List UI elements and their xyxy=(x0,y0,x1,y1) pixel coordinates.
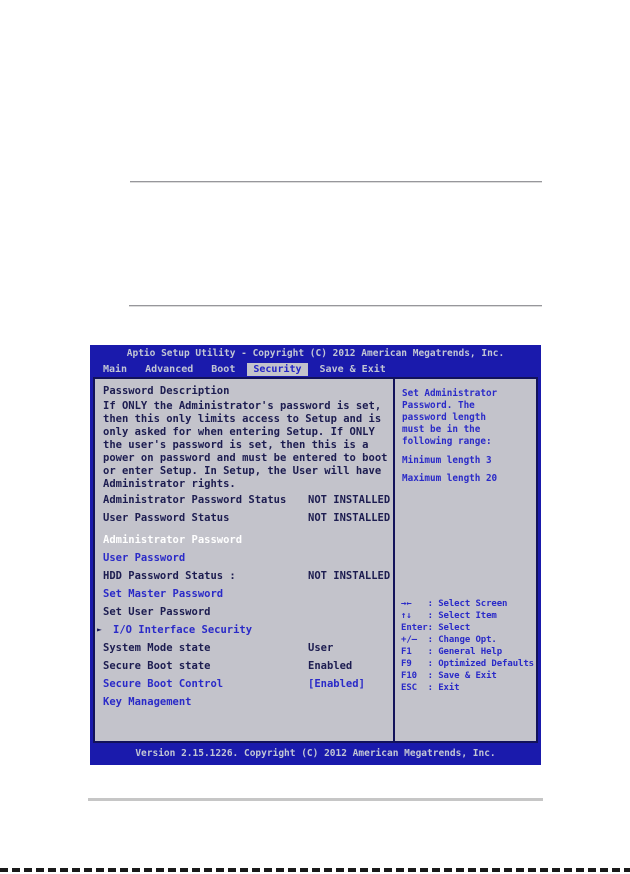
description-line: If ONLY the Administrator's password is set, xyxy=(103,400,382,412)
bios-body xyxy=(93,377,538,743)
help-text-line: Password. The xyxy=(402,400,475,411)
help-text-line: must be in the xyxy=(402,424,481,435)
help-range-line: Maximum length 20 xyxy=(402,473,498,484)
description-line: the user's password is set, then this is a xyxy=(103,439,369,451)
item-label: Administrator Password xyxy=(103,534,243,546)
key-hint-change-opt: +/— : Change Opt. xyxy=(401,635,497,645)
item-set-master-password[interactable] xyxy=(103,585,393,603)
item-system-mode-state xyxy=(103,639,393,657)
item-set-user-password[interactable] xyxy=(103,603,393,621)
item-value: User xyxy=(308,642,334,654)
bios-version-bar: Version 2.15.1226. Copyright (C) 2012 American Megatrends, Inc. xyxy=(135,748,496,759)
bios-menu-bar xyxy=(93,361,538,377)
tab-save-exit[interactable]: Save & Exit xyxy=(319,363,386,375)
item-hdd-password-status xyxy=(103,567,393,585)
help-panel xyxy=(395,379,536,741)
help-range xyxy=(402,452,534,488)
description-line: or enter Setup. In Setup, the User will have xyxy=(103,465,382,477)
tab-advanced[interactable]: Advanced xyxy=(145,363,194,375)
description-line: then this only limits access to Setup and is xyxy=(103,413,382,425)
item-label: Secure Boot state xyxy=(103,660,211,672)
key-hint-general-help: F1 : General Help xyxy=(401,647,503,657)
item-secure-boot-control[interactable] xyxy=(103,675,393,693)
item-label: Key Management xyxy=(103,696,192,708)
item-user-password[interactable] xyxy=(103,549,393,567)
description-line: power on password and must be entered to boot xyxy=(103,452,388,464)
item-user-password-status xyxy=(103,509,393,527)
password-description-text xyxy=(103,400,393,491)
item-label: User Password Status xyxy=(103,512,230,524)
key-hint-optimized-defaults: F9 : Optimized Defaults xyxy=(401,659,534,669)
bios-title: Aptio Setup Utility - Copyright (C) 2012 American Megatrends, Inc. xyxy=(126,348,505,359)
item-label: I/O Interface Security xyxy=(113,624,253,636)
description-line: only asked for when entering Setup. If ONLY xyxy=(103,426,375,438)
help-range-line: Minimum length 3 xyxy=(402,455,492,466)
page-divider-middle xyxy=(129,305,542,306)
item-administrator-password-status xyxy=(103,491,393,509)
item-label: System Mode state xyxy=(103,642,211,654)
page-divider-bottom xyxy=(88,798,543,801)
help-text-line: Set Administrator xyxy=(402,388,498,399)
item-value: NOT INSTALLED xyxy=(308,494,391,506)
item-value: Enabled xyxy=(308,660,353,672)
item-value: [Enabled] xyxy=(308,678,365,690)
tab-main[interactable]: Main xyxy=(103,363,128,375)
item-value: NOT INSTALLED xyxy=(308,512,391,524)
settings-items xyxy=(97,491,393,711)
item-label: Administrator Password Status xyxy=(103,494,287,506)
password-description-heading: Password Description xyxy=(103,385,230,397)
item-administrator-password[interactable] xyxy=(103,531,393,549)
item-i-o-interface-security[interactable] xyxy=(97,621,393,639)
item-key-management[interactable] xyxy=(103,693,393,711)
help-text-line: password length xyxy=(402,412,486,423)
description-line: Administrator rights. xyxy=(103,478,236,490)
item-label: Set User Password xyxy=(103,606,211,618)
key-hint-select-screen: →← : Select Screen xyxy=(401,599,508,609)
key-hints xyxy=(401,598,536,694)
tab-boot[interactable]: Boot xyxy=(211,363,236,375)
key-hint-select-item: ↑↓ : Select Item xyxy=(401,611,497,621)
page-divider-top xyxy=(130,181,542,182)
bios-setup-screen xyxy=(90,345,541,765)
item-label: HDD Password Status : xyxy=(103,570,236,582)
item-secure-boot-state xyxy=(103,657,393,675)
key-hint-save-exit: F10 : Save & Exit xyxy=(401,671,497,681)
item-value: NOT INSTALLED xyxy=(308,570,391,582)
help-text xyxy=(402,388,534,448)
item-label: Set Master Password xyxy=(103,588,224,600)
page-crop-mark xyxy=(0,868,630,872)
help-text-line: following range: xyxy=(402,436,492,447)
submenu-arrow-icon: ► xyxy=(97,625,102,634)
tab-security[interactable]: Security xyxy=(247,363,307,376)
key-hint-select: Enter: Select xyxy=(401,623,471,633)
item-label: User Password xyxy=(103,552,186,564)
key-hint-exit: ESC : Exit xyxy=(401,683,460,693)
settings-panel xyxy=(95,379,395,741)
item-label: Secure Boot Control xyxy=(103,678,224,690)
